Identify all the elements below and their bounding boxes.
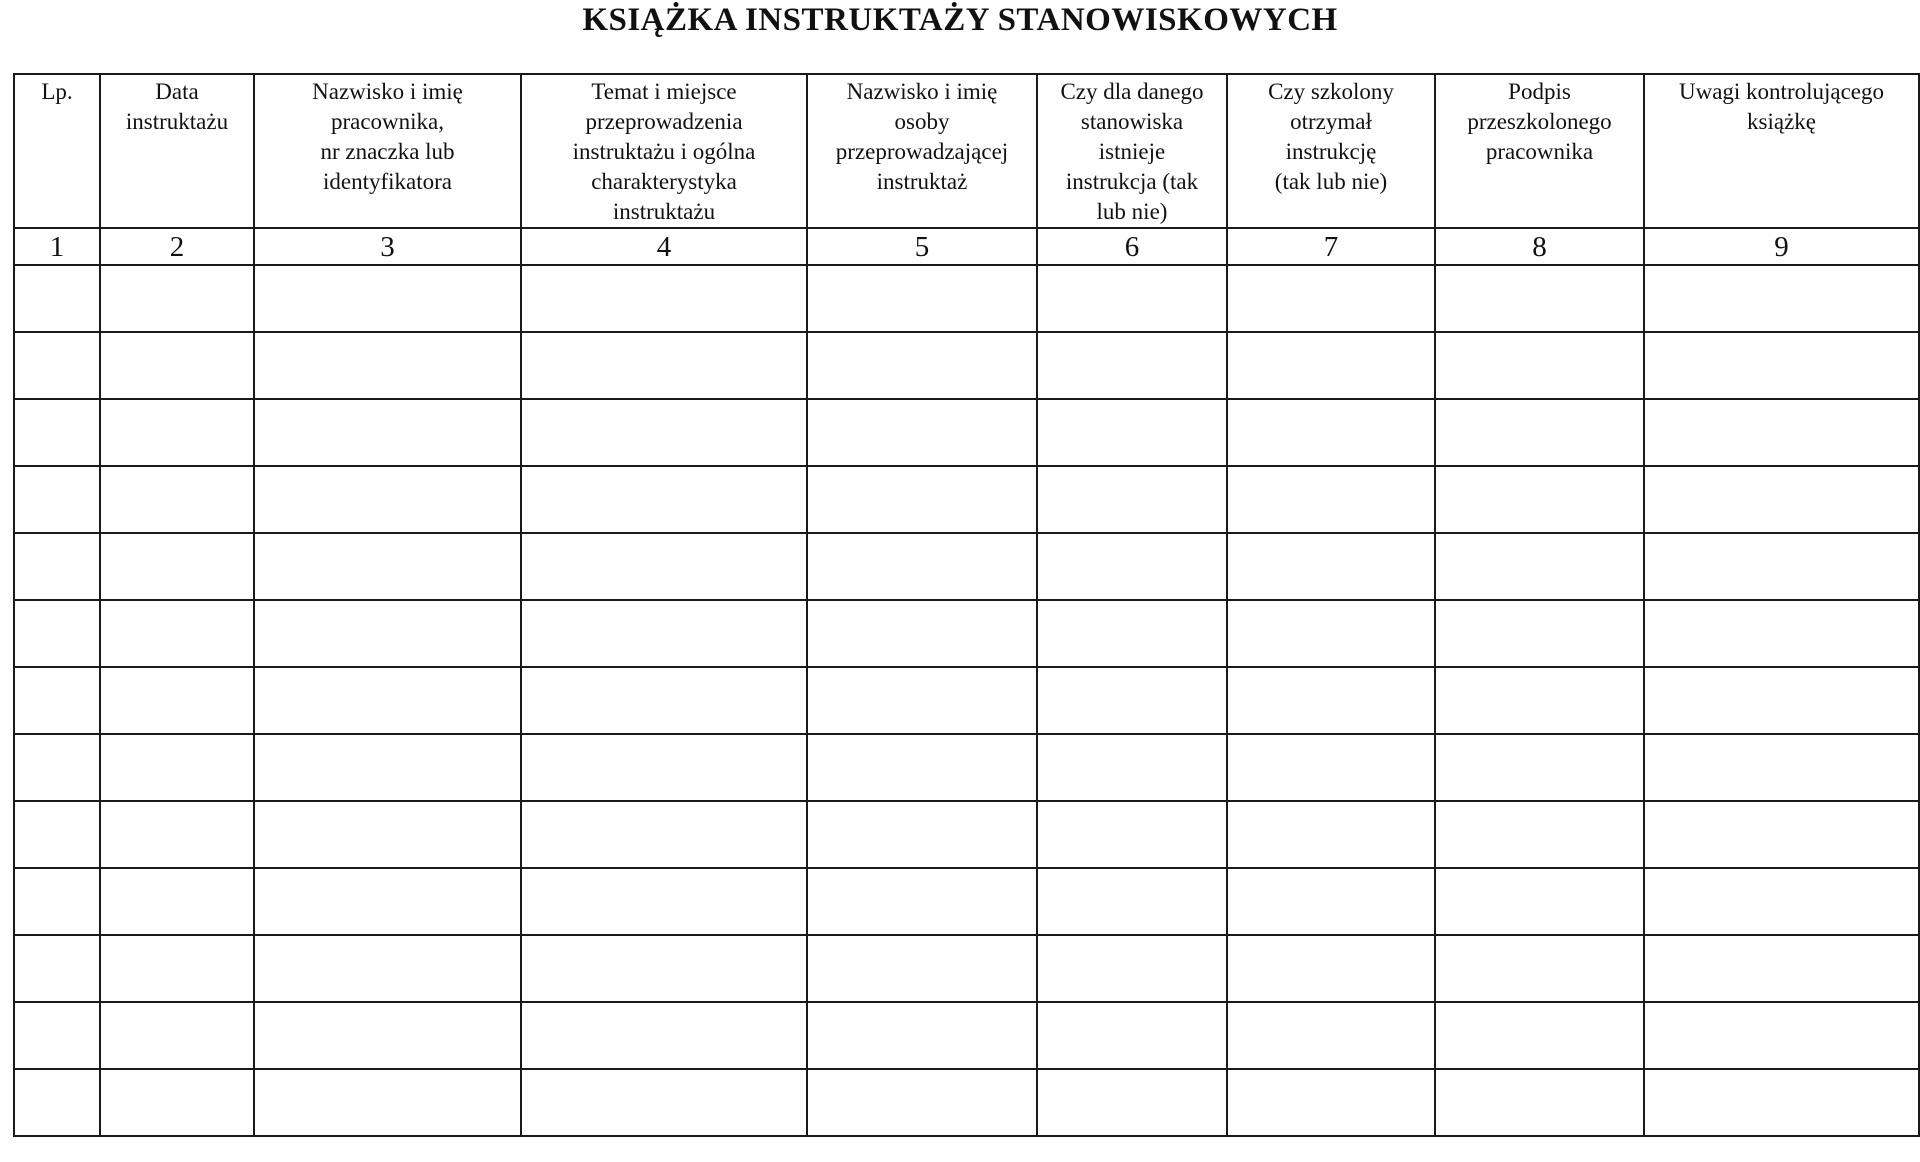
table-cell[interactable] xyxy=(1435,734,1644,801)
table-cell[interactable] xyxy=(1227,533,1435,600)
table-cell[interactable] xyxy=(1435,533,1644,600)
table-cell[interactable] xyxy=(1227,1069,1435,1136)
header-label: Data instruktażu xyxy=(125,79,229,134)
table-cell[interactable] xyxy=(1037,265,1227,332)
table-cell[interactable] xyxy=(254,734,521,801)
table-cell[interactable] xyxy=(14,734,100,801)
table-cell[interactable] xyxy=(254,1069,521,1136)
table-cell[interactable] xyxy=(100,1002,254,1069)
column-number-row xyxy=(14,228,1919,265)
header-label: Nazwisko i imię osoby przeprowadzającej instruktaż xyxy=(835,79,1009,194)
column-number: 6 xyxy=(1037,228,1227,265)
header-label: Lp. xyxy=(41,79,73,104)
table-cell[interactable] xyxy=(807,600,1037,667)
table-cell[interactable] xyxy=(100,667,254,734)
table-cell[interactable] xyxy=(254,399,521,466)
table-cell[interactable] xyxy=(807,868,1037,935)
table-cell[interactable] xyxy=(14,265,100,332)
column-number: 5 xyxy=(807,228,1037,265)
table-cell[interactable] xyxy=(1435,600,1644,667)
table-cell[interactable] xyxy=(100,1069,254,1136)
table-cell[interactable] xyxy=(254,600,521,667)
table-cell[interactable] xyxy=(1435,265,1644,332)
table-cell[interactable] xyxy=(1227,1002,1435,1069)
table-cell[interactable] xyxy=(1037,734,1227,801)
table-cell[interactable] xyxy=(1644,265,1919,332)
table-cell[interactable] xyxy=(807,533,1037,600)
header-cell-lp xyxy=(14,74,100,228)
table-cell[interactable] xyxy=(1435,1069,1644,1136)
table-cell[interactable] xyxy=(100,801,254,868)
header-cell-topic xyxy=(521,74,807,228)
table-cell[interactable] xyxy=(1644,734,1919,801)
table-cell[interactable] xyxy=(1644,935,1919,1002)
header-cell-instructor xyxy=(807,74,1037,228)
table-cell[interactable] xyxy=(1644,466,1919,533)
table-cell[interactable] xyxy=(1227,332,1435,399)
column-number: 1 xyxy=(14,228,100,265)
header-cell-employee xyxy=(254,74,521,228)
header-label: Temat i miejsce przeprowadzenia instruktażu i ogólna charakterystyka instruktażu xyxy=(572,79,756,224)
table-cell[interactable] xyxy=(14,1002,100,1069)
table-cell[interactable] xyxy=(1037,466,1227,533)
table-row xyxy=(14,935,1919,1002)
table-row xyxy=(14,399,1919,466)
table-cell[interactable] xyxy=(100,466,254,533)
table-cell[interactable] xyxy=(1037,332,1227,399)
header-cell-instruction-received xyxy=(1227,74,1435,228)
table-cell[interactable] xyxy=(100,399,254,466)
table-cell[interactable] xyxy=(807,801,1037,868)
table-cell[interactable] xyxy=(1227,801,1435,868)
table-cell[interactable] xyxy=(14,332,100,399)
column-number: 7 xyxy=(1227,228,1435,265)
column-number: 4 xyxy=(521,228,807,265)
table-cell[interactable] xyxy=(521,332,807,399)
table-cell[interactable] xyxy=(521,801,807,868)
table-cell[interactable] xyxy=(1644,332,1919,399)
table-cell[interactable] xyxy=(807,265,1037,332)
table-cell[interactable] xyxy=(807,734,1037,801)
header-cell-instruction-exists xyxy=(1037,74,1227,228)
table-cell[interactable] xyxy=(807,332,1037,399)
table-cell[interactable] xyxy=(100,868,254,935)
table-cell[interactable] xyxy=(1037,801,1227,868)
table-row xyxy=(14,533,1919,600)
table-row xyxy=(14,734,1919,801)
table-cell[interactable] xyxy=(1644,868,1919,935)
table-cell[interactable] xyxy=(521,667,807,734)
table-cell[interactable] xyxy=(100,935,254,1002)
table-cell[interactable] xyxy=(254,667,521,734)
table-row xyxy=(14,868,1919,935)
table-cell[interactable] xyxy=(807,1069,1037,1136)
table-row xyxy=(14,265,1919,332)
header-label: Czy szkolony otrzymał instrukcję (tak lub nie) xyxy=(1268,79,1394,194)
table-cell[interactable] xyxy=(14,801,100,868)
table-cell[interactable] xyxy=(1227,466,1435,533)
table-cell[interactable] xyxy=(807,399,1037,466)
table-cell[interactable] xyxy=(521,1069,807,1136)
table-cell[interactable] xyxy=(100,265,254,332)
table-cell[interactable] xyxy=(254,466,521,533)
table-cell[interactable] xyxy=(1227,600,1435,667)
table-cell[interactable] xyxy=(1227,265,1435,332)
table-cell[interactable] xyxy=(1435,332,1644,399)
table-cell[interactable] xyxy=(1435,399,1644,466)
table-cell[interactable] xyxy=(14,868,100,935)
table-cell[interactable] xyxy=(254,533,521,600)
table-row xyxy=(14,1069,1919,1136)
header-label: Nazwisko i imię pracownika, nr znaczka lub identyfikatora xyxy=(312,79,463,194)
table-row xyxy=(14,1002,1919,1069)
table-cell[interactable] xyxy=(1644,399,1919,466)
table-cell[interactable] xyxy=(254,1002,521,1069)
table-cell[interactable] xyxy=(521,533,807,600)
table-row xyxy=(14,600,1919,667)
table-cell[interactable] xyxy=(1644,533,1919,600)
table-cell[interactable] xyxy=(1037,935,1227,1002)
table-cell[interactable] xyxy=(14,533,100,600)
table-cell[interactable] xyxy=(807,935,1037,1002)
table-cell[interactable] xyxy=(1435,935,1644,1002)
table-cell[interactable] xyxy=(1435,466,1644,533)
table-row xyxy=(14,332,1919,399)
header-cell-date xyxy=(100,74,254,228)
table-cell[interactable] xyxy=(521,734,807,801)
table-cell[interactable] xyxy=(1644,667,1919,734)
table-cell[interactable] xyxy=(100,332,254,399)
table-cell[interactable] xyxy=(1037,868,1227,935)
table-cell[interactable] xyxy=(807,1002,1037,1069)
header-cell-remarks xyxy=(1644,74,1919,228)
table-cell[interactable] xyxy=(807,667,1037,734)
table-cell[interactable] xyxy=(100,600,254,667)
table-cell[interactable] xyxy=(14,667,100,734)
table-cell[interactable] xyxy=(1227,734,1435,801)
column-number: 3 xyxy=(254,228,521,265)
table-cell[interactable] xyxy=(807,466,1037,533)
table-cell[interactable] xyxy=(1435,801,1644,868)
table-cell[interactable] xyxy=(1435,1002,1644,1069)
instruction-register-table xyxy=(13,73,1920,1137)
table-cell[interactable] xyxy=(521,868,807,935)
blank-rows-body xyxy=(14,265,1919,1136)
table-cell[interactable] xyxy=(100,734,254,801)
header-label: Uwagi kontrolującego książkę xyxy=(1678,79,1885,134)
table-cell[interactable] xyxy=(521,265,807,332)
table-cell[interactable] xyxy=(1037,533,1227,600)
table-cell[interactable] xyxy=(14,600,100,667)
table-cell[interactable] xyxy=(14,466,100,533)
table-cell[interactable] xyxy=(1227,667,1435,734)
table-cell[interactable] xyxy=(1644,600,1919,667)
table-row xyxy=(14,667,1919,734)
table-cell[interactable] xyxy=(14,399,100,466)
table-cell[interactable] xyxy=(521,399,807,466)
header-row xyxy=(14,74,1919,228)
table-cell[interactable] xyxy=(521,935,807,1002)
table-cell[interactable] xyxy=(1037,600,1227,667)
table-cell[interactable] xyxy=(14,1069,100,1136)
header-cell-signature xyxy=(1435,74,1644,228)
table-cell[interactable] xyxy=(254,935,521,1002)
table-cell[interactable] xyxy=(14,935,100,1002)
table-row xyxy=(14,801,1919,868)
table-cell[interactable] xyxy=(1227,935,1435,1002)
table-cell[interactable] xyxy=(521,600,807,667)
table-cell[interactable] xyxy=(1037,667,1227,734)
table-cell[interactable] xyxy=(1227,868,1435,935)
table-cell[interactable] xyxy=(1037,399,1227,466)
table-cell[interactable] xyxy=(1435,868,1644,935)
table-cell[interactable] xyxy=(1037,1002,1227,1069)
table-cell[interactable] xyxy=(254,868,521,935)
table-cell[interactable] xyxy=(1644,801,1919,868)
table-cell[interactable] xyxy=(1037,1069,1227,1136)
column-number: 9 xyxy=(1644,228,1919,265)
table-cell[interactable] xyxy=(254,801,521,868)
table-cell[interactable] xyxy=(1227,399,1435,466)
table-cell[interactable] xyxy=(254,265,521,332)
table-cell[interactable] xyxy=(254,332,521,399)
table-row xyxy=(14,466,1919,533)
table-cell[interactable] xyxy=(521,466,807,533)
header-label: Czy dla danego stanowiska istnieje instrukcja (tak lub nie) xyxy=(1060,79,1204,224)
table-cell[interactable] xyxy=(1644,1002,1919,1069)
document-title: KSIĄŻKA INSTRUKTAŻY STANOWISKOWYCH xyxy=(582,2,1338,38)
table-cell[interactable] xyxy=(521,1002,807,1069)
header-label: Podpis przeszkolonego pracownika xyxy=(1467,79,1612,164)
column-number: 8 xyxy=(1435,228,1644,265)
table-cell[interactable] xyxy=(100,533,254,600)
table-cell[interactable] xyxy=(1644,1069,1919,1136)
table-cell[interactable] xyxy=(1435,667,1644,734)
column-number: 2 xyxy=(100,228,254,265)
